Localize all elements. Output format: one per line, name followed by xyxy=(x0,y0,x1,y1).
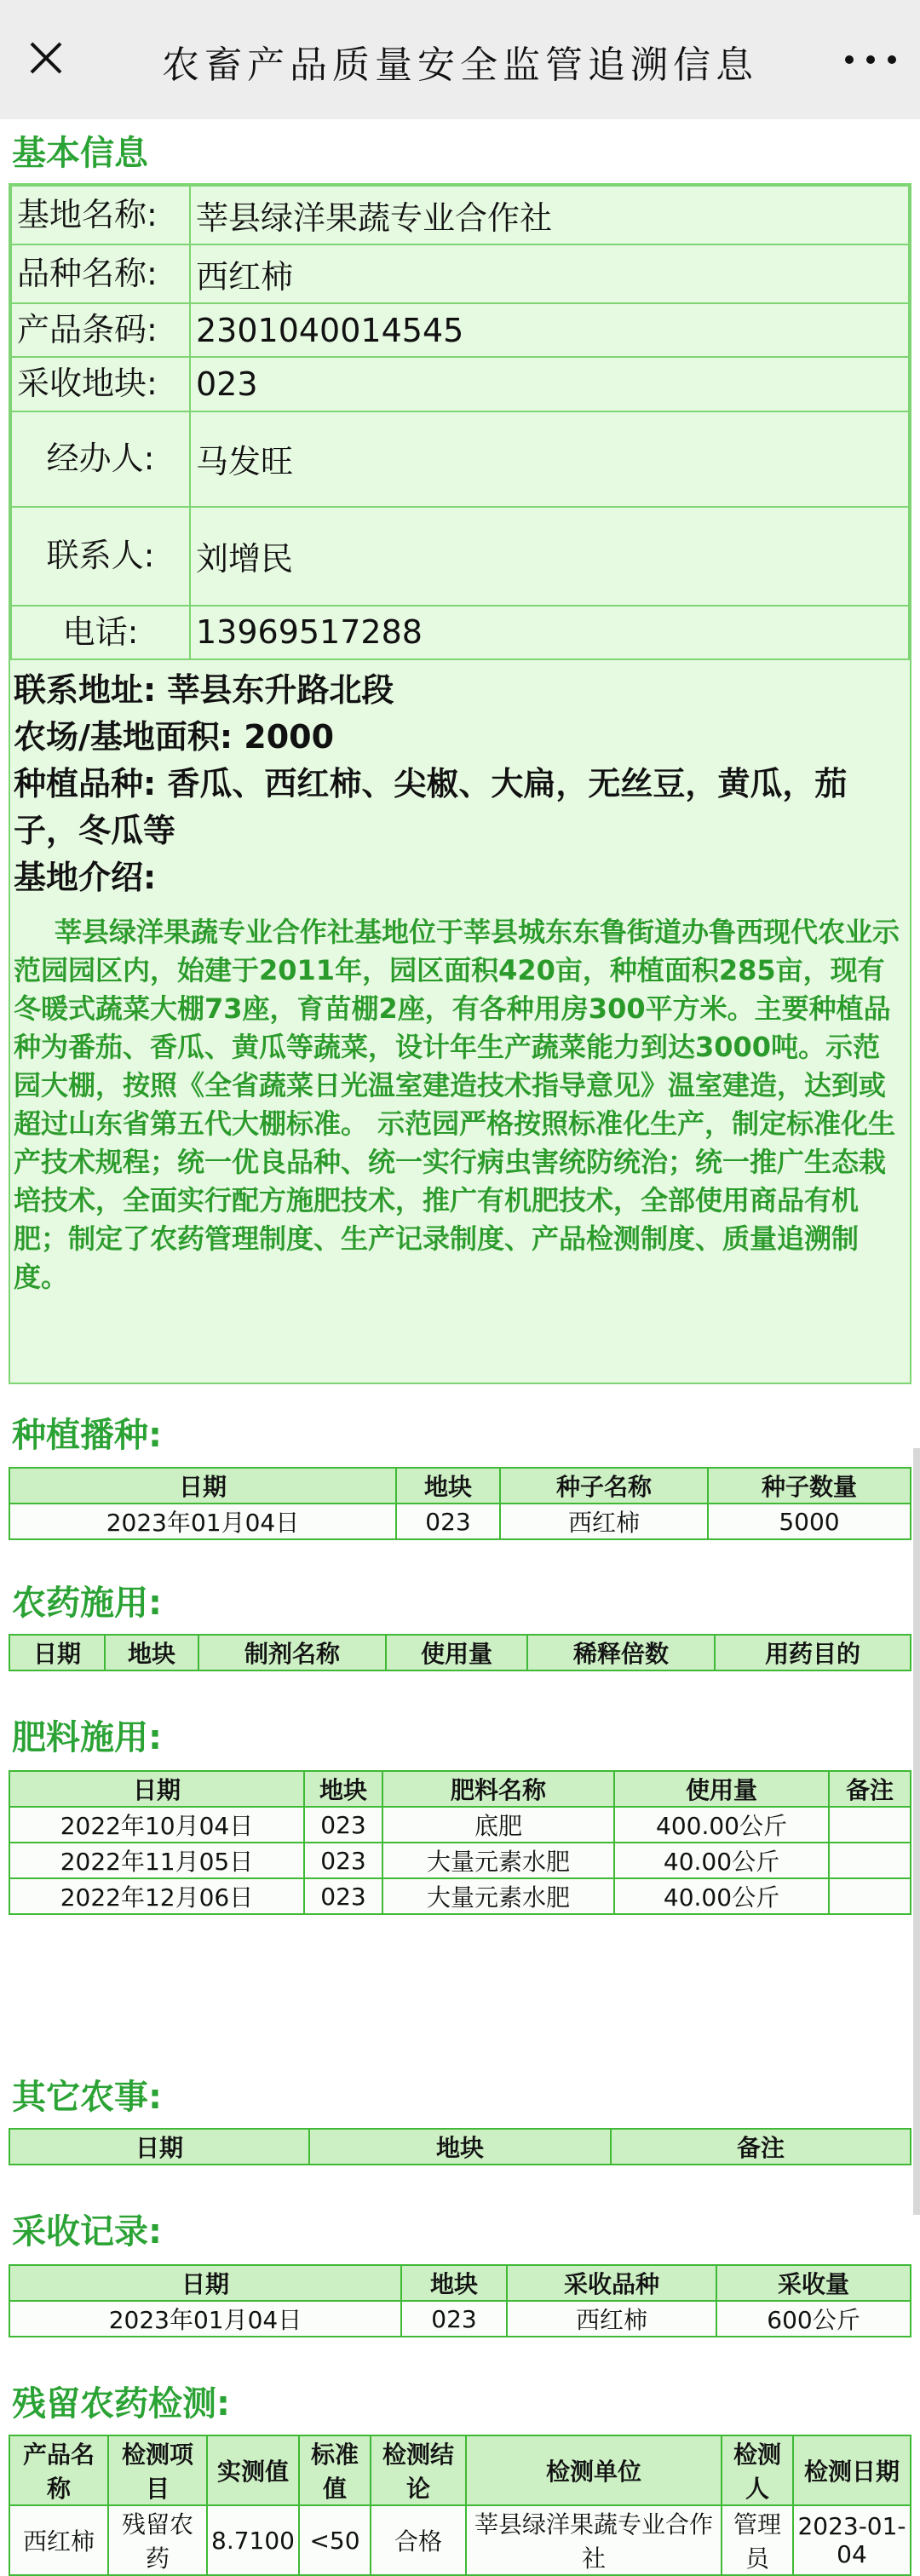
info-row-handler xyxy=(11,411,909,507)
info-value: 莘县绿洋果蔬专业合作社 xyxy=(190,186,909,244)
more-icon[interactable] xyxy=(845,43,896,77)
info-key: 基地名称: xyxy=(11,186,190,244)
table-row xyxy=(9,2301,911,2337)
info-row-phone xyxy=(11,606,909,659)
table-header: 地块 xyxy=(105,1635,198,1670)
table-header: 日期 xyxy=(9,1468,396,1504)
table-row xyxy=(9,1843,911,1878)
table-cell: 2022年11月05日 xyxy=(9,1843,304,1878)
info-row-base-name xyxy=(11,186,909,244)
table-cell: 023 xyxy=(304,1843,382,1878)
planting-title: 种植播种: xyxy=(12,1416,162,1455)
info-value: 023 xyxy=(190,357,909,411)
table-row xyxy=(9,1504,911,1539)
table-header: 地块 xyxy=(304,1771,382,1807)
page-title: 农畜产品质量安全监管追溯信息 xyxy=(162,43,758,87)
table-cell: 023 xyxy=(396,1504,500,1539)
fertilizer-title: 肥料施用: xyxy=(12,1718,162,1757)
table-header: 检测人 xyxy=(722,2435,793,2505)
table-cell: 2023年01月04日 xyxy=(9,1504,396,1539)
pesticide-title: 农药施用: xyxy=(12,1584,162,1623)
table-cell: 残留农药 xyxy=(108,2505,207,2575)
residue-title: 残留农药检测: xyxy=(12,2384,230,2424)
table-cell: 西红柿 xyxy=(500,1504,708,1539)
table-header: 检测项目 xyxy=(108,2435,207,2505)
info-key: 联系人: xyxy=(11,507,190,606)
intro-label: 基地介绍: xyxy=(14,859,157,897)
intro-text: 莘县绿洋果蔬专业合作社基地位于莘县城东东鲁街道办鲁西现代农业示范园园区内，始建于2011年，园区面积420亩，种植面积285亩，现有冬暖式蔬菜大棚73座，育苗棚2座，有各种用房300平方米。主要种植品种为番茄、香瓜、黄瓜等蔬菜，设计年生产蔬菜能力到达3000吨。示范园大棚，按照《全省蔬菜日光温室建造技术指导意见》温室建造，达到或超过山东省第五代大棚标准。 示范园严格按照标准化生产，制定标准化生产技术规程；统一优良品种、统一实行病虫害统防统治；统一推广生态栽培技术，全面实行配方施肥技术，推广有机肥技术，全部使用商品有机肥；制定了农药管理制度、生产记录制度、产品检测制度、质量追溯制度。 xyxy=(14,916,900,1294)
info-key: 电话: xyxy=(11,606,190,659)
table-header: 产品名称 xyxy=(9,2435,108,2505)
table-cell: 40.00公斤 xyxy=(614,1843,829,1878)
table-cell: 莘县绿洋果蔬专业合作社 xyxy=(466,2505,722,2575)
table-header: 采收量 xyxy=(716,2265,911,2301)
table-header: 标准值 xyxy=(299,2435,371,2505)
table-cell xyxy=(829,1878,911,1914)
table-cell: 大量元素水肥 xyxy=(382,1843,614,1878)
fertilizer-table xyxy=(9,1770,911,1915)
scrollbar[interactable] xyxy=(913,1448,920,2215)
basic-info-title: 基本信息 xyxy=(12,134,148,173)
table-cell: <50 xyxy=(299,2505,371,2575)
table-cell: 023 xyxy=(304,1878,382,1914)
table-cell: 底肥 xyxy=(382,1807,614,1843)
table-header: 采收品种 xyxy=(507,2265,716,2301)
table-cell: 2022年10月04日 xyxy=(9,1807,304,1843)
table-header: 备注 xyxy=(829,1771,911,1807)
planting-table xyxy=(9,1467,911,1540)
table-cell: 管理员 xyxy=(722,2505,793,2575)
table-cell: 023 xyxy=(304,1807,382,1843)
varieties-text: 种植品种: 香瓜、西红柿、尖椒、大扁，无丝豆，黄瓜，茄子，冬瓜等 xyxy=(14,765,848,850)
table-header: 检测单位 xyxy=(466,2435,722,2505)
table-header: 种子名称 xyxy=(500,1468,708,1504)
info-value: 刘增民 xyxy=(190,507,909,606)
other-farming-title: 其它农事: xyxy=(12,2078,162,2117)
close-icon[interactable] xyxy=(27,39,65,77)
basic-info-box xyxy=(9,183,911,1384)
extra-info xyxy=(10,660,910,901)
top-bar xyxy=(0,0,920,119)
table-header: 地块 xyxy=(401,2265,507,2301)
table-header: 检测结论 xyxy=(371,2435,466,2505)
table-cell: 西红柿 xyxy=(507,2301,716,2337)
table-header: 制剂名称 xyxy=(198,1635,386,1670)
info-value: 2301040014545 xyxy=(190,303,909,357)
other-farming-table xyxy=(9,2128,911,2165)
table-row xyxy=(9,2505,911,2575)
area-text: 农场/基地面积: 2000 xyxy=(14,718,335,756)
table-header: 用药目的 xyxy=(715,1635,911,1670)
table-cell: 023 xyxy=(401,2301,507,2337)
table-header: 使用量 xyxy=(614,1771,829,1807)
info-key: 经办人: xyxy=(11,411,190,507)
info-row-barcode xyxy=(11,303,909,357)
info-row-plot xyxy=(11,357,909,411)
table-row xyxy=(9,1807,911,1843)
address-text: 联系地址: 莘县东升路北段 xyxy=(14,671,394,710)
table-cell: 40.00公斤 xyxy=(614,1878,829,1914)
table-cell: 5000 xyxy=(708,1504,911,1539)
info-key: 产品条码: xyxy=(11,303,190,357)
table-header: 备注 xyxy=(611,2129,911,2165)
residue-table xyxy=(9,2435,911,2576)
table-row xyxy=(9,1878,911,1914)
table-cell: 大量元素水肥 xyxy=(382,1878,614,1914)
table-header: 实测值 xyxy=(207,2435,299,2505)
table-cell: 600公斤 xyxy=(716,2301,911,2337)
info-key: 采收地块: xyxy=(11,357,190,411)
table-cell xyxy=(829,1843,911,1878)
table-header: 日期 xyxy=(9,2265,401,2301)
table-cell: 2023-01-04 xyxy=(793,2505,911,2575)
table-cell: 400.00公斤 xyxy=(614,1807,829,1843)
table-cell: 2023年01月04日 xyxy=(9,2301,401,2337)
table-header: 日期 xyxy=(9,2129,309,2165)
table-header: 检测日期 xyxy=(793,2435,911,2505)
harvest-table xyxy=(9,2264,911,2337)
pesticide-table xyxy=(9,1634,911,1671)
table-header: 日期 xyxy=(9,1771,304,1807)
table-cell: 8.7100 xyxy=(207,2505,299,2575)
table-header: 使用量 xyxy=(386,1635,527,1670)
table-header: 肥料名称 xyxy=(382,1771,614,1807)
info-key: 品种名称: xyxy=(11,244,190,303)
table-header: 稀释倍数 xyxy=(527,1635,715,1670)
info-value: 西红柿 xyxy=(190,244,909,303)
table-header: 日期 xyxy=(9,1635,105,1670)
table-cell: 2022年12月06日 xyxy=(9,1878,304,1914)
info-value: 马发旺 xyxy=(190,411,909,507)
info-row-contact xyxy=(11,507,909,606)
table-cell: 合格 xyxy=(371,2505,466,2575)
table-cell xyxy=(829,1807,911,1843)
info-row-variety xyxy=(11,244,909,303)
table-cell: 西红柿 xyxy=(9,2505,108,2575)
info-value[interactable]: 13969517288 xyxy=(190,606,909,659)
table-header: 地块 xyxy=(309,2129,611,2165)
harvest-title: 采收记录: xyxy=(12,2212,162,2251)
table-header: 种子数量 xyxy=(708,1468,911,1504)
basic-info-table xyxy=(10,185,910,660)
table-header: 地块 xyxy=(396,1468,500,1504)
